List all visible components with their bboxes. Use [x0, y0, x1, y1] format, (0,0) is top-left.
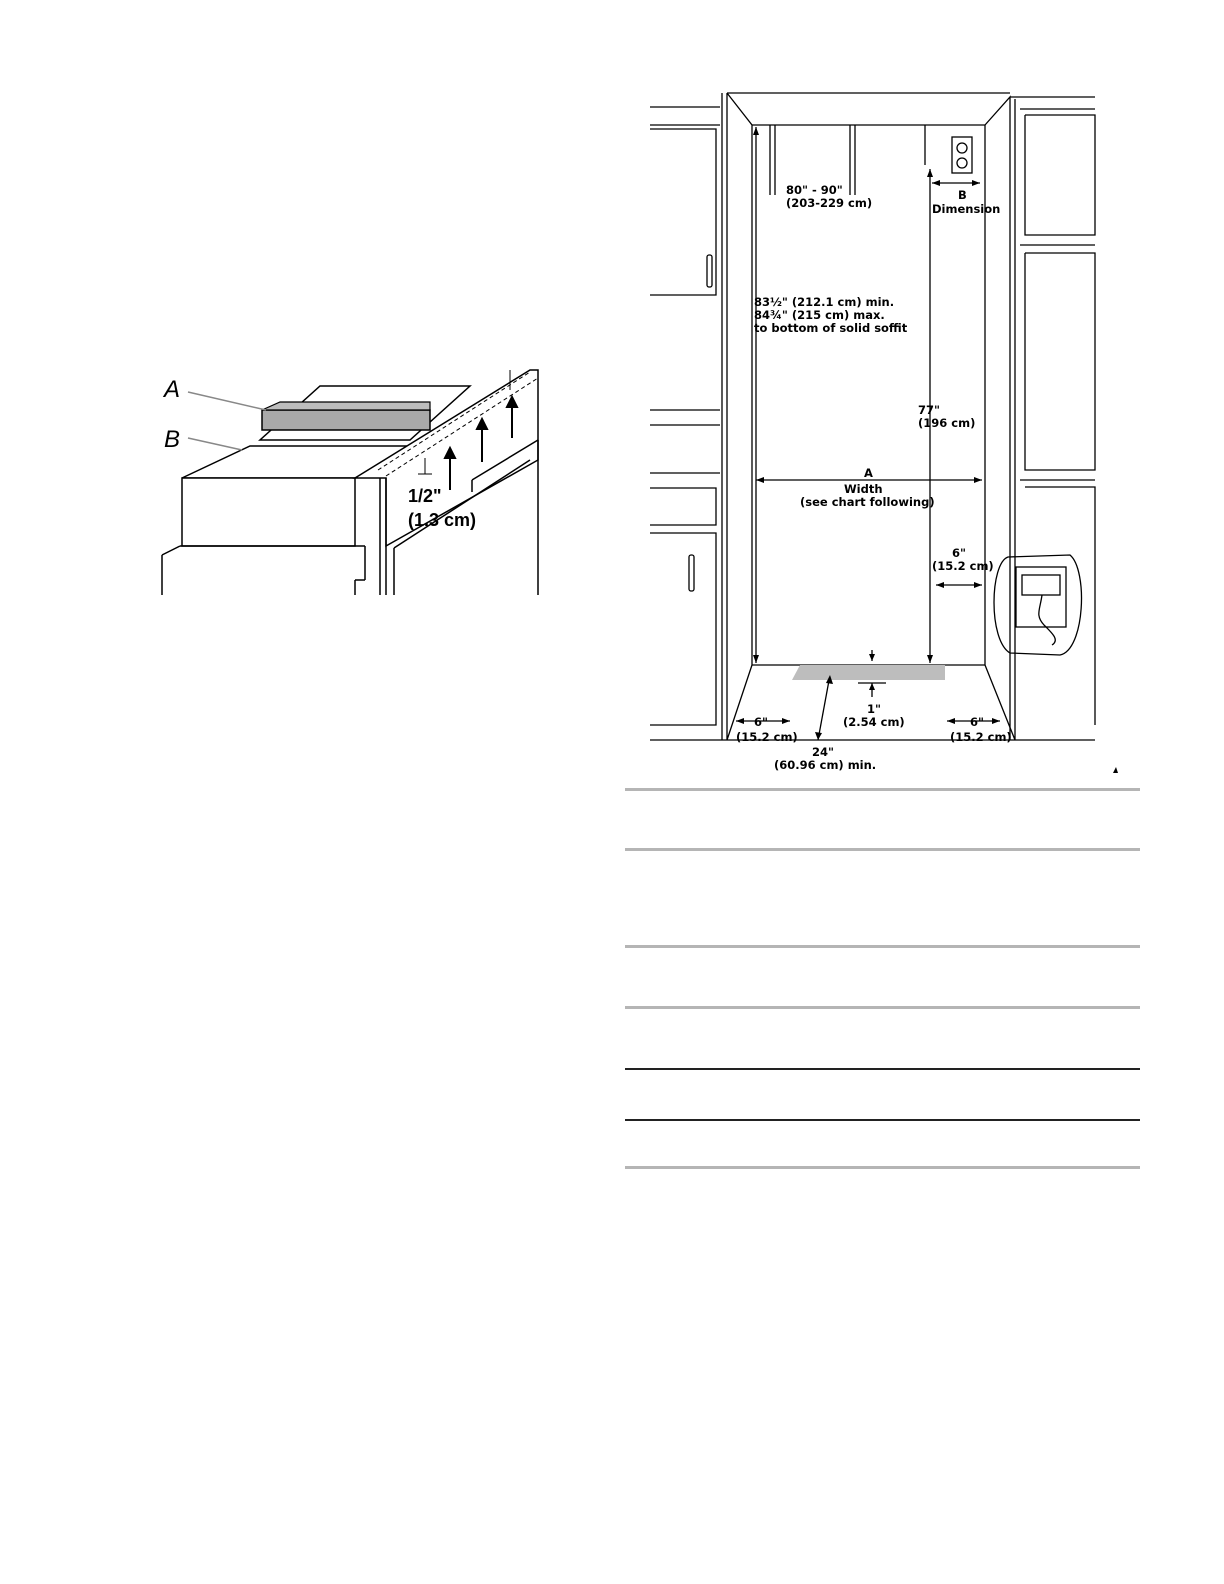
table-rule-6 — [625, 1119, 1140, 1121]
dimension-arrowheads — [736, 127, 1000, 740]
water-box-inner — [1016, 567, 1066, 627]
table-rule-7 — [625, 1166, 1140, 1169]
part-b-front — [182, 478, 355, 546]
clearance-figure — [640, 85, 1130, 780]
label-b: B — [164, 426, 181, 453]
height-range-cm: (203-229 cm) — [786, 196, 873, 210]
side-clearance-in: 6" — [952, 546, 966, 560]
a-caption-2: (see chart following) — [800, 495, 935, 509]
water-line — [1039, 595, 1056, 645]
a-label: A — [864, 466, 873, 480]
left-clearance-cm: (15.2 cm) — [736, 730, 798, 744]
water-box-recess — [1022, 575, 1060, 595]
floor-gap-cm: (2.54 cm) — [843, 715, 905, 729]
soffit-line-3: to bottom of solid soffit — [754, 321, 908, 335]
table-rule-5 — [625, 1068, 1140, 1070]
table-rule-3 — [625, 945, 1140, 948]
h77-in: 77" — [918, 403, 940, 417]
b-caption: Dimension — [932, 202, 1001, 216]
leader-b — [188, 438, 242, 450]
left-lower-handle — [689, 555, 694, 591]
soffit-line-1: 83½" (212.1 cm) min. — [754, 295, 895, 309]
table-rule-1 — [625, 788, 1140, 791]
depth-line — [818, 675, 830, 740]
corner-mark — [1113, 767, 1118, 773]
part-a-block — [262, 410, 430, 430]
cabinet-top-figure — [150, 350, 550, 600]
floor-gap-in: 1" — [867, 702, 881, 716]
right-clearance-in: 6" — [970, 715, 984, 729]
part-a-top — [262, 402, 430, 410]
table-rule-4 — [625, 1006, 1140, 1009]
outlet-socket-top — [957, 143, 967, 153]
right-cabinets — [1020, 109, 1095, 725]
left-side-panel — [722, 93, 752, 740]
depth-cm: (60.96 cm) min. — [774, 758, 877, 772]
right-clearance-cm: (15.2 cm) — [950, 730, 1012, 744]
left-upper-handle — [707, 255, 712, 287]
gap-dimension-cm: (1.3 cm) — [408, 510, 477, 530]
cabinet-top-drawing — [150, 350, 550, 600]
depth-in: 24" — [812, 745, 834, 759]
soffit-line-2: 84¾" (215 cm) max. — [754, 308, 885, 322]
floor-slab — [792, 665, 945, 680]
b-label: B — [958, 188, 967, 202]
gap-dimension-in: 1/2" — [408, 486, 442, 506]
water-box-outer — [994, 555, 1081, 655]
side-clearance-cm: (15.2 cm) — [932, 559, 994, 573]
left-cabinets — [650, 107, 720, 725]
left-clearance-in: 6" — [754, 715, 768, 729]
table-rule-2 — [625, 848, 1140, 851]
leader-a — [188, 392, 266, 410]
label-a: A — [164, 376, 181, 403]
height-range-in: 80" - 90" — [786, 183, 843, 197]
h77-cm: (196 cm) — [918, 416, 976, 430]
a-caption-1: Width — [844, 482, 883, 496]
clearance-drawing — [640, 85, 1130, 780]
outlet-socket-bottom — [957, 158, 967, 168]
